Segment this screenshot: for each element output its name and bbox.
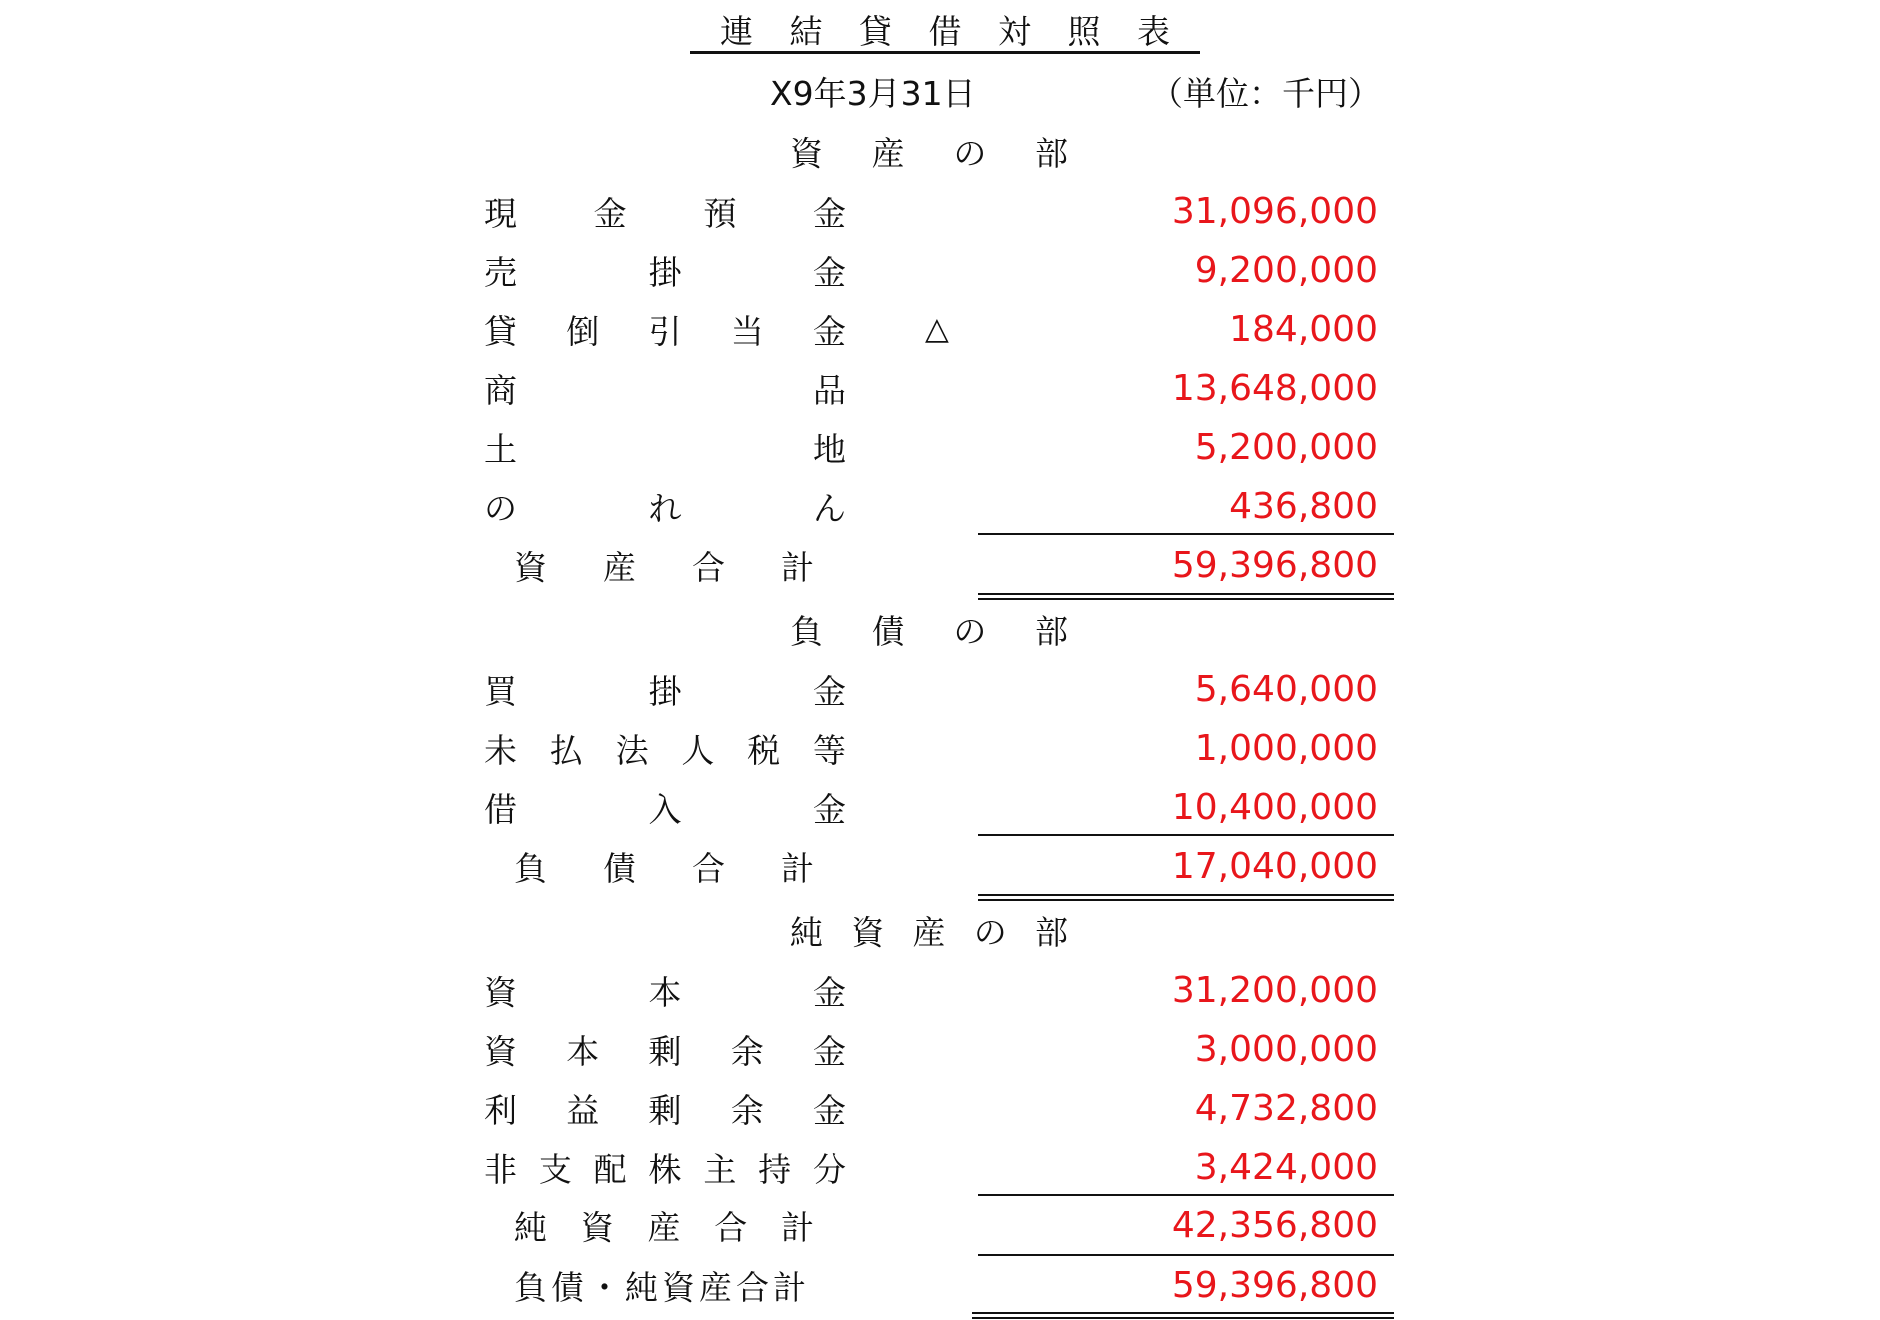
row-label-capital-surplus (484, 1024, 846, 1074)
row-amount-accounts-payable: 5,640,000 (1194, 668, 1378, 710)
label-char: 本 (648, 972, 682, 1012)
label-char: 金 (813, 671, 846, 711)
row-amount-total-net-assets: 42,356,800 (1171, 1204, 1378, 1246)
label-char: 計 (781, 547, 814, 587)
label-char: 資 (484, 1031, 517, 1071)
section-char: 債 (871, 611, 905, 651)
row-label-allowance (484, 304, 846, 354)
title-char: 表 (1137, 12, 1170, 51)
subtotal-rule (978, 533, 1394, 535)
label-char: 計 (781, 1207, 814, 1247)
row-amount-merchandise: 13,648,000 (1171, 367, 1378, 409)
report-title (690, 8, 1200, 54)
label-char: 現 (484, 193, 517, 233)
label-char: 法 (615, 730, 649, 770)
row-amount-land: 5,200,000 (1194, 426, 1378, 468)
row-label-total-net-assets (514, 1200, 814, 1250)
label-char: 売 (484, 252, 517, 292)
label-char: 資 (514, 547, 547, 587)
label-char: 買 (484, 671, 517, 711)
label-char: 債 (603, 848, 636, 888)
row-label-goodwill (484, 481, 846, 531)
section-char: 部 (1034, 611, 1068, 651)
total-double-rule (978, 894, 1394, 901)
row-amount-total-liabilities-and-net-assets: 59,396,800 (1171, 1264, 1378, 1306)
label-char: 剰 (648, 1090, 682, 1130)
label-char: 土 (484, 429, 517, 469)
label-char: 配 (593, 1149, 627, 1189)
label-char: 未 (484, 730, 517, 770)
label-char: 金 (813, 972, 846, 1012)
row-label-non-controlling-interests (484, 1142, 846, 1192)
label-char: 掛 (648, 252, 682, 292)
label-char: 合 (692, 547, 725, 587)
label-char: 地 (813, 429, 846, 469)
section-liabilities-heading (790, 604, 1068, 654)
row-label-cash (484, 186, 846, 236)
section-char: 負 (790, 611, 823, 651)
label-char: 掛 (648, 671, 682, 711)
deduction-triangle-icon: △ (925, 311, 949, 347)
title-char: 貸 (859, 12, 892, 51)
row-label-total-liabilities-and-net-assets: 負債・純資産合計 (514, 1267, 810, 1307)
row-amount-income-tax-payable: 1,000,000 (1194, 727, 1378, 769)
label-char: 払 (549, 730, 583, 770)
label-char: 品 (813, 370, 846, 410)
label-char: 非 (484, 1149, 517, 1189)
label-char: 資 (484, 972, 517, 1012)
unit-note: （単位：千円） (1150, 74, 1381, 113)
section-char: 部 (1034, 133, 1068, 173)
label-char: 余 (730, 1090, 764, 1130)
row-amount-goodwill: 436,800 (1229, 485, 1378, 527)
label-char: 金 (813, 252, 846, 292)
row-amount-non-controlling-interests: 3,424,000 (1194, 1146, 1378, 1188)
label-char: 純 (514, 1207, 547, 1247)
title-char: 借 (928, 12, 962, 51)
row-label-accounts-payable (484, 664, 846, 714)
label-char: の (484, 488, 517, 528)
row-label-borrowings (484, 782, 846, 832)
label-char: 剰 (648, 1031, 682, 1071)
label-char: 借 (484, 789, 517, 829)
section-char: の (973, 912, 1007, 952)
label-char: 産 (647, 1207, 681, 1247)
label-char: 金 (812, 193, 846, 233)
section-char: の (953, 133, 987, 173)
label-char: 金 (813, 1031, 846, 1071)
label-char: 預 (703, 193, 737, 233)
label-char: 本 (566, 1031, 600, 1071)
label-char: 余 (730, 1031, 764, 1071)
label-char: 金 (593, 193, 627, 233)
row-amount-total-assets: 59,396,800 (1171, 544, 1378, 586)
title-char: 連 (720, 12, 753, 51)
row-label-capital-stock (484, 965, 846, 1015)
label-char: 等 (812, 730, 846, 770)
label-char: 商 (484, 370, 517, 410)
section-char: 資 (851, 912, 885, 952)
label-char: 金 (813, 1090, 846, 1130)
section-char: 純 (790, 912, 823, 952)
section-char: 産 (912, 912, 946, 952)
row-amount-retained-earnings: 4,732,800 (1194, 1087, 1378, 1129)
section-assets-heading (790, 126, 1068, 176)
row-amount-capital-stock: 31,200,000 (1171, 969, 1378, 1011)
row-label-total-liabilities (514, 841, 814, 891)
row-label-retained-earnings (484, 1083, 846, 1133)
section-char: 産 (871, 133, 905, 173)
subtotal-rule (978, 1254, 1394, 1256)
label-char: 金 (813, 311, 846, 351)
label-char: 当 (730, 311, 764, 351)
row-amount-allowance: 184,000 (1229, 308, 1378, 350)
label-char: 支 (538, 1149, 572, 1189)
title-char: 照 (1067, 12, 1101, 51)
row-label-merchandise (484, 363, 846, 413)
row-amount-accounts-receivable: 9,200,000 (1194, 249, 1378, 291)
label-char: 分 (812, 1149, 846, 1189)
label-char: 倒 (566, 311, 600, 351)
label-char: 産 (603, 547, 636, 587)
label-char: 資 (580, 1207, 614, 1247)
label-char: ん (813, 488, 846, 528)
report-date: X9年3月31日 (770, 74, 976, 113)
section-char: の (953, 611, 987, 651)
label-char: 益 (566, 1090, 600, 1130)
label-char: 持 (758, 1149, 792, 1189)
label-char: れ (648, 488, 682, 528)
grand-total-double-rule (972, 1312, 1394, 1319)
row-label-total-assets (514, 540, 814, 590)
label-char: 人 (681, 730, 715, 770)
subtotal-rule (978, 1194, 1394, 1196)
row-label-land (484, 422, 846, 472)
total-double-rule (978, 593, 1394, 600)
label-char: 株 (648, 1149, 682, 1189)
section-net-assets-heading (790, 905, 1068, 955)
row-amount-cash: 31,096,000 (1171, 190, 1378, 232)
label-char: 主 (703, 1149, 737, 1189)
row-label-accounts-receivable (484, 245, 846, 295)
row-amount-borrowings: 10,400,000 (1171, 786, 1378, 828)
row-amount-total-liabilities: 17,040,000 (1171, 845, 1378, 887)
label-char: 負 (514, 848, 547, 888)
label-char: 引 (648, 311, 682, 351)
title-char: 結 (789, 12, 823, 51)
subtotal-rule (978, 834, 1394, 836)
label-char: 金 (813, 789, 846, 829)
label-char: 合 (692, 848, 725, 888)
section-char: 部 (1035, 912, 1068, 952)
label-char: 利 (484, 1090, 517, 1130)
label-char: 貸 (484, 311, 517, 351)
title-char: 対 (998, 12, 1031, 51)
section-char: 資 (790, 133, 823, 173)
label-char: 税 (747, 730, 781, 770)
row-amount-capital-surplus: 3,000,000 (1194, 1028, 1378, 1070)
row-label-income-tax-payable (484, 723, 846, 773)
label-char: 入 (648, 789, 682, 829)
label-char: 計 (781, 848, 814, 888)
label-char: 合 (714, 1207, 748, 1247)
